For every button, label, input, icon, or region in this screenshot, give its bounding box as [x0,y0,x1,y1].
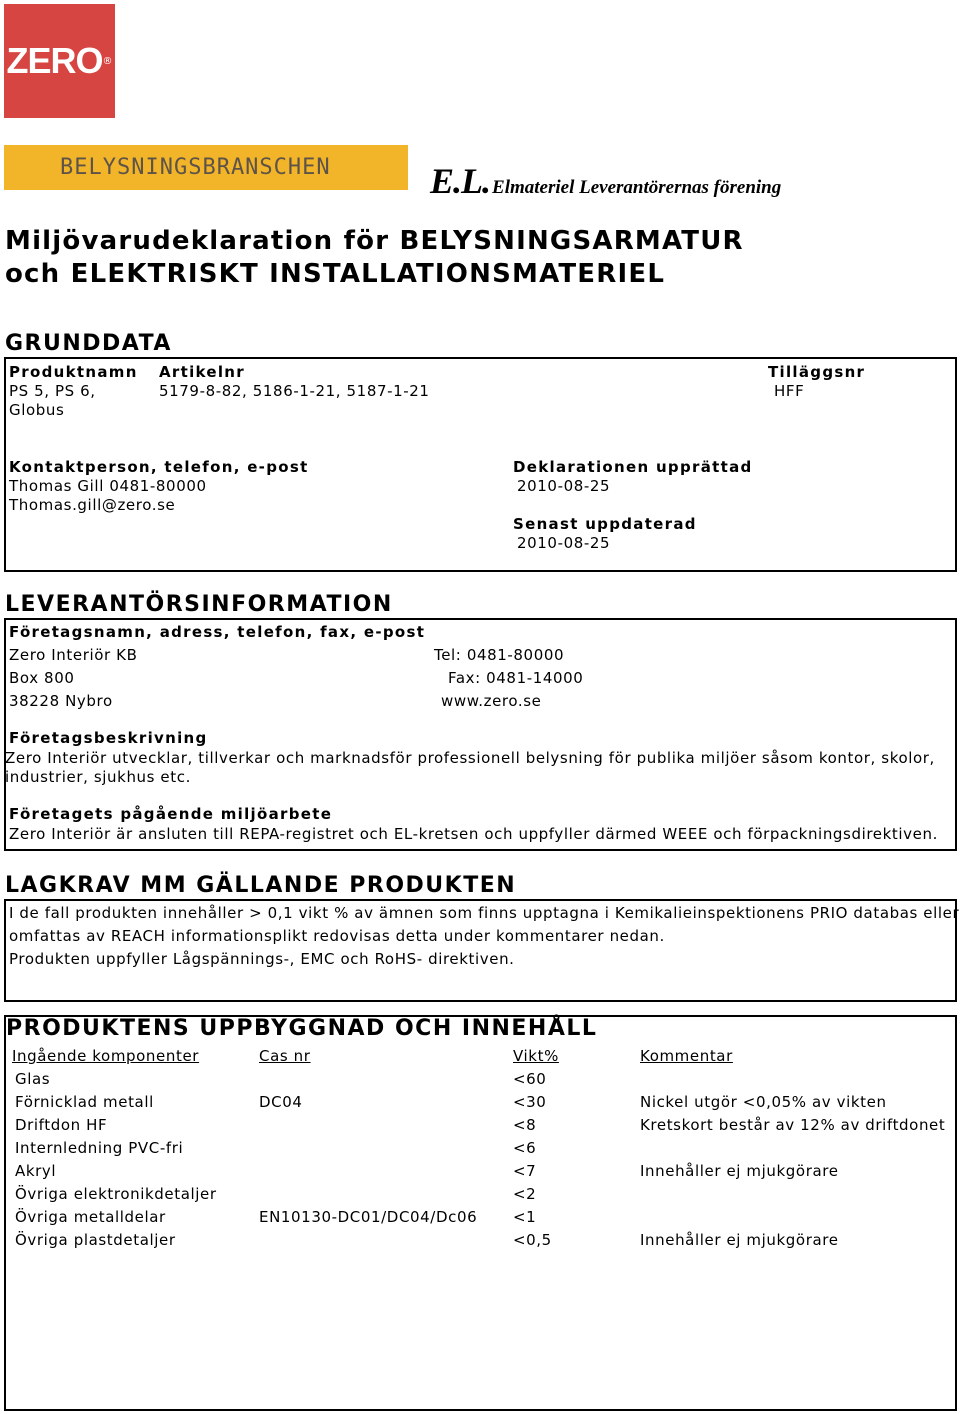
artikelnr-value: 5179-8-82, 5186-1-21, 5187-1-21 [159,382,430,400]
senast-label: Senast uppdaterad [513,515,697,533]
belysningsbranschen-logo [4,145,408,190]
table-cell-vikt: <1 [513,1208,537,1226]
table-cell-kommentar: Innehåller ej mjukgörare [640,1162,839,1180]
deklaration-value: 2010-08-25 [517,477,611,495]
company-name: Zero Interiör KB [9,646,138,664]
senast-value: 2010-08-25 [517,534,611,552]
tillaggsnr-value: HFF [774,382,805,400]
el-initials: E.L. [430,161,491,201]
table-cell-vikt: <6 [513,1139,537,1157]
produktnamn-label: Produktnamn [9,363,138,381]
table-cell-component: Övriga elektronikdetaljer [15,1185,217,1203]
belysningsbranschen-text: BELYSNINGSBRANSCHEN [60,155,331,180]
table-cell-component: Glas [15,1070,51,1088]
table-cell-kommentar: Nickel utgör <0,05% av vikten [640,1093,887,1111]
document-title-line2: och ELEKTRISKT INSTALLATIONSMATERIEL [5,259,666,289]
table-cell-vikt: <2 [513,1185,537,1203]
tillaggsnr-label: Tilläggsnr [768,363,866,381]
lagkrav-heading: LAGKRAV MM GÄLLANDE PRODUKTEN [5,873,517,898]
company-fax: Fax: 0481-14000 [448,669,584,687]
lagkrav-line2: omfattas av REACH informationsplikt redovisas detta under kommentarer nedan. [9,927,665,945]
deklaration-label: Deklarationen upprättad [513,458,753,476]
kontakt-value-line2: Thomas.gill@zero.se [9,496,176,514]
produktnamn-value-line1: PS 5, PS 6, [9,382,96,400]
table-header-casnr: Cas nr [259,1047,311,1065]
table-cell-component: Driftdon HF [15,1116,108,1134]
beskrivning-label: Företagsbeskrivning [9,729,208,747]
table-cell-component: Internledning PVC-fri [15,1139,184,1157]
company-address1: Box 800 [9,669,75,687]
table-cell-kommentar: Innehåller ej mjukgörare [640,1231,839,1249]
company-address2: 38228 Nybro [9,692,113,710]
company-web[interactable]: www.zero.se [441,692,542,710]
uppbyggnad-heading: PRODUKTENS UPPBYGGNAD OCH INNEHÅLL [6,1016,598,1041]
table-cell-kommentar: Kretskort består av 12% av driftdonet [640,1116,946,1134]
kontakt-value-line1: Thomas Gill 0481-80000 [9,477,207,495]
table-cell-vikt: <0,5 [513,1231,552,1249]
zero-logo [4,4,115,118]
table-header-kommentar: Kommentar [640,1047,733,1065]
table-cell-casnr: DC04 [259,1093,303,1111]
zero-logo-text: ZERO [6,40,103,81]
table-cell-vikt: <30 [513,1093,547,1111]
artikelnr-label: Artikelnr [159,363,245,381]
el-name: Elmateriel Leverantörernas förening [492,177,782,198]
beskrivning-line1: Zero Interiör utvecklar, tillverkar och marknadsför professionell belysning för publika miljöer såsom kontor, skolor, [5,749,935,767]
table-header-komponenter: Ingående komponenter [12,1047,200,1065]
el-logo [430,160,782,201]
beskrivning-line2: industrier, sjukhus etc. [5,768,191,786]
company-tel: Tel: 0481-80000 [434,646,565,664]
produktnamn-value-line2: Globus [9,401,65,419]
lagkrav-line3: Produkten uppfyller Lågspännings-, EMC och RoHS- direktiven. [9,950,515,968]
table-cell-component: Förnicklad metall [15,1093,154,1111]
miljo-text: Zero Interiör är ansluten till REPA-registret och EL-kretsen och uppfyller därmed WEEE och förpackningsdirektiven. [9,825,938,843]
table-cell-component: Akryl [15,1162,57,1180]
foretag-label: Företagsnamn, adress, telefon, fax, e-post [9,623,426,641]
leverantor-heading: LEVERANTÖRSINFORMATION [5,592,393,617]
table-cell-casnr: EN10130-DC01/DC04/Dc06 [259,1208,478,1226]
miljo-label: Företagets pågående miljöarbete [9,805,333,823]
document-title-line1: Miljövarudeklaration för BELYSNINGSARMATUR [5,226,744,256]
grunddata-heading: GRUNDDATA [5,331,172,356]
kontakt-label: Kontaktperson, telefon, e-post [9,458,309,476]
registered-mark: ® [102,55,113,67]
table-cell-component: Övriga plastdetaljer [15,1231,176,1249]
table-header-vikt: Vikt% [513,1047,559,1065]
table-cell-vikt: <8 [513,1116,537,1134]
table-cell-vikt: <7 [513,1162,537,1180]
lagkrav-line1: I de fall produkten innehåller > 0,1 vikt % av ämnen som finns upptagna i Kemikalieinspektionens PRIO databas eller [9,904,960,922]
table-cell-component: Övriga metalldelar [15,1208,166,1226]
table-cell-vikt: <60 [513,1070,547,1088]
